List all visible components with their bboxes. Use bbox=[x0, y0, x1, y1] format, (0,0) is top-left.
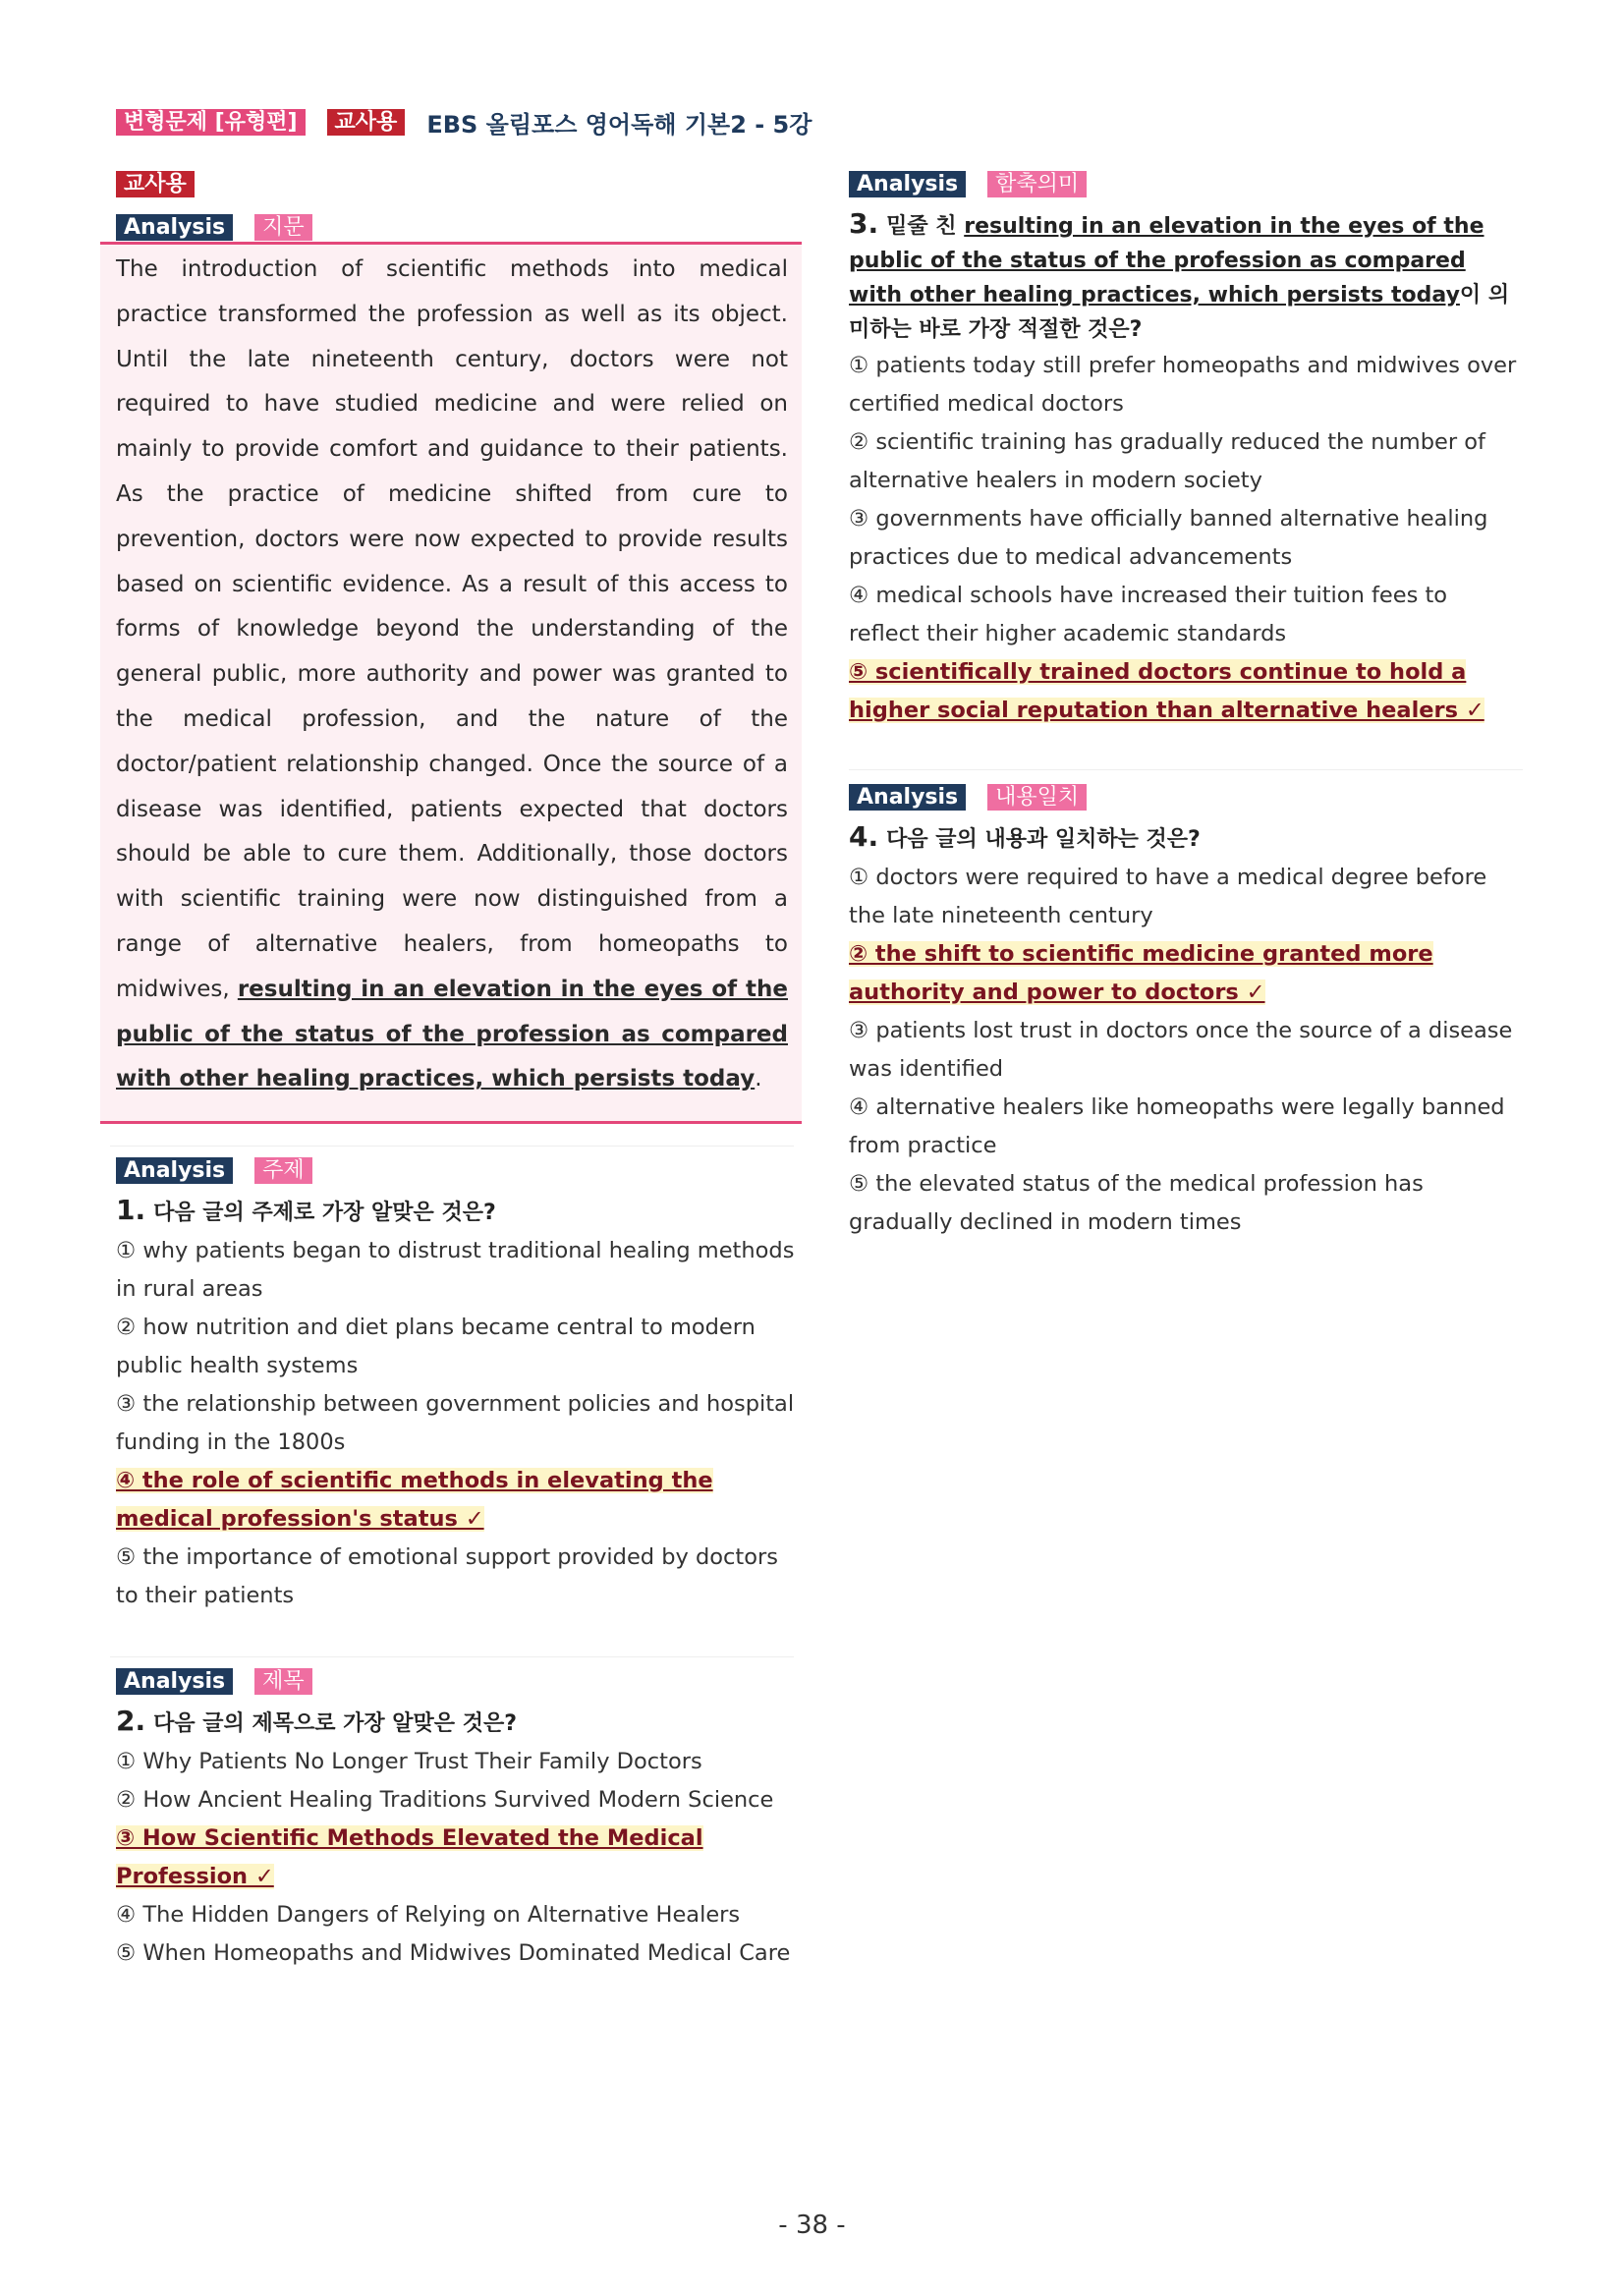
q2-question: 다음 글의 제목으로 가장 알맞은 것은? bbox=[153, 1711, 517, 1736]
divider bbox=[110, 1146, 794, 1147]
question-3 bbox=[849, 206, 1523, 730]
q4-number: 4. bbox=[849, 820, 879, 853]
passage-text bbox=[116, 248, 788, 1102]
q4-option-5[interactable]: ⑤ the elevated status of the medical profession has gradually declined in modern times bbox=[849, 1171, 1424, 1235]
question-1 bbox=[116, 1191, 804, 1615]
q3-type-tag: 함축의미 bbox=[987, 171, 1087, 197]
passage-underlined-phrase: resulting in an elevation in the eyes of the public of the status of the profession as compared with other healing practices, which persists today bbox=[116, 976, 788, 1092]
q1-option-1[interactable]: ① why patients began to distrust traditional healing methods in rural areas bbox=[116, 1238, 795, 1302]
q2-option-2[interactable]: ② How Ancient Healing Traditions Survived Modern Science bbox=[116, 1787, 774, 1813]
q2-number: 2. bbox=[116, 1705, 146, 1737]
q4-option-4[interactable]: ④ alternative healers like homeopaths were legally banned from practice bbox=[849, 1094, 1505, 1158]
q1-type-tag: 주제 bbox=[254, 1157, 312, 1184]
q3-heading bbox=[849, 206, 1523, 347]
page-header bbox=[116, 106, 812, 138]
q2-option-5[interactable]: ⑤ When Homeopaths and Midwives Dominated Medical Care bbox=[116, 1940, 791, 1966]
q3-option-4[interactable]: ④ medical schools have increased their tuition fees to reflect their higher academic standards bbox=[849, 583, 1448, 646]
header-title: EBS 올림포스 영어독해 기본2 - 5강 bbox=[426, 110, 812, 139]
passage-type-tag: 지문 bbox=[254, 214, 312, 241]
q3-option-1[interactable]: ① patients today still prefer homeopaths and midwives over certified medical doctors bbox=[849, 353, 1517, 417]
teacher-label-row bbox=[116, 171, 195, 197]
q2-answer-highlight: ③ How Scientific Methods Elevated the Medical Profession ✓ bbox=[116, 1825, 703, 1889]
page-number: - 38 - bbox=[778, 2211, 846, 2240]
q3-number: 3. bbox=[849, 207, 879, 240]
q1-label-row bbox=[116, 1157, 312, 1184]
passage-label-row bbox=[116, 214, 312, 241]
q3-question-pre: 밑줄 친 bbox=[886, 214, 957, 239]
q4-heading bbox=[849, 817, 1523, 859]
divider bbox=[849, 769, 1523, 770]
analysis-tag: Analysis bbox=[849, 784, 966, 811]
q4-option-1[interactable]: ① doctors were required to have a medical degree before the late nineteenth century bbox=[849, 865, 1487, 928]
analysis-tag: Analysis bbox=[116, 214, 233, 241]
q1-option-5[interactable]: ⑤ the importance of emotional support provided by doctors to their patients bbox=[116, 1544, 778, 1608]
q1-number: 1. bbox=[116, 1194, 146, 1226]
q3-answer-highlight: ⑤ scientifically trained doctors continue to hold a higher social reputation than alternative healers ✓ bbox=[849, 659, 1484, 723]
q4-label-row bbox=[849, 784, 1087, 811]
q3-option-3[interactable]: ③ governments have officially banned alternative healing practices due to medical advancements bbox=[849, 506, 1488, 570]
q3-option-2[interactable]: ② scientific training has gradually reduced the number of alternative healers in modern society bbox=[849, 429, 1485, 493]
q1-option-3[interactable]: ③ the relationship between government policies and hospital funding in the 1800s bbox=[116, 1391, 795, 1455]
header-tag-teacher: 교사용 bbox=[327, 109, 406, 136]
q4-type-tag: 내용일치 bbox=[987, 784, 1087, 811]
q4-option-2-answer[interactable] bbox=[849, 935, 1523, 1012]
teacher-tag: 교사용 bbox=[116, 171, 195, 197]
passage-end: . bbox=[755, 1066, 762, 1092]
question-2 bbox=[116, 1702, 804, 1973]
q3-label-row bbox=[849, 171, 1087, 197]
q2-label-row bbox=[116, 1668, 312, 1695]
q3-underlined-phrase: resulting in an elevation in the eyes of the public of the status of the profession as compared with other healing practices, which persists today bbox=[849, 214, 1484, 308]
q2-heading bbox=[116, 1702, 804, 1743]
analysis-tag: Analysis bbox=[116, 1157, 233, 1184]
q3-option-5-answer[interactable] bbox=[849, 653, 1523, 730]
q1-heading bbox=[116, 1191, 804, 1232]
q1-answer-highlight: ④ the role of scientific methods in elevating the medical profession's status ✓ bbox=[116, 1468, 713, 1532]
q2-option-4[interactable]: ④ The Hidden Dangers of Relying on Alternative Healers bbox=[116, 1902, 741, 1928]
q1-option-2[interactable]: ② how nutrition and diet plans became central to modern public health systems bbox=[116, 1315, 756, 1378]
analysis-tag: Analysis bbox=[116, 1668, 233, 1695]
passage-body: The introduction of scientific methods into medical practice transformed the profession as well as its object. Until the late nineteenth century, doctors were not required to have studied medicine and were relied on mainly to provide comfort and guidance to their patients. As the practice of medicine shifted from cure to prevention, doctors were now expected to provide results based on scientific evidence. As a result of this access to forms of knowledge beyond the understanding of the general public, more authority and power was granted to the medical profession, and the nature of the doctor/patient relationship changed. Once the source of a disease was identified, patients expected that doctors should be able to cure them. Additionally, those doctors with scientific training were now distinguished from a range of alternative healers, from homeopaths to midwives, bbox=[116, 256, 788, 1002]
q2-option-3-answer[interactable] bbox=[116, 1820, 804, 1896]
q1-option-4-answer[interactable] bbox=[116, 1462, 804, 1539]
q4-question: 다음 글의 내용과 일치하는 것은? bbox=[886, 827, 1201, 852]
q3-question-post: 이 의미하는 바로 가장 적절한 것은? bbox=[849, 283, 1510, 342]
q2-option-1[interactable]: ① Why Patients No Longer Trust Their Family Doctors bbox=[116, 1749, 702, 1774]
q4-option-3[interactable]: ③ patients lost trust in doctors once the source of a disease was identified bbox=[849, 1018, 1513, 1082]
q2-type-tag: 제목 bbox=[254, 1668, 312, 1695]
question-4 bbox=[849, 817, 1523, 1242]
header-tag-type: 변형문제 [유형편] bbox=[116, 109, 306, 136]
q1-question: 다음 글의 주제로 가장 알맞은 것은? bbox=[153, 1201, 496, 1225]
q4-answer-highlight: ② the shift to scientific medicine granted more authority and power to doctors ✓ bbox=[849, 941, 1433, 1005]
analysis-tag: Analysis bbox=[849, 171, 966, 197]
divider bbox=[110, 1656, 794, 1657]
